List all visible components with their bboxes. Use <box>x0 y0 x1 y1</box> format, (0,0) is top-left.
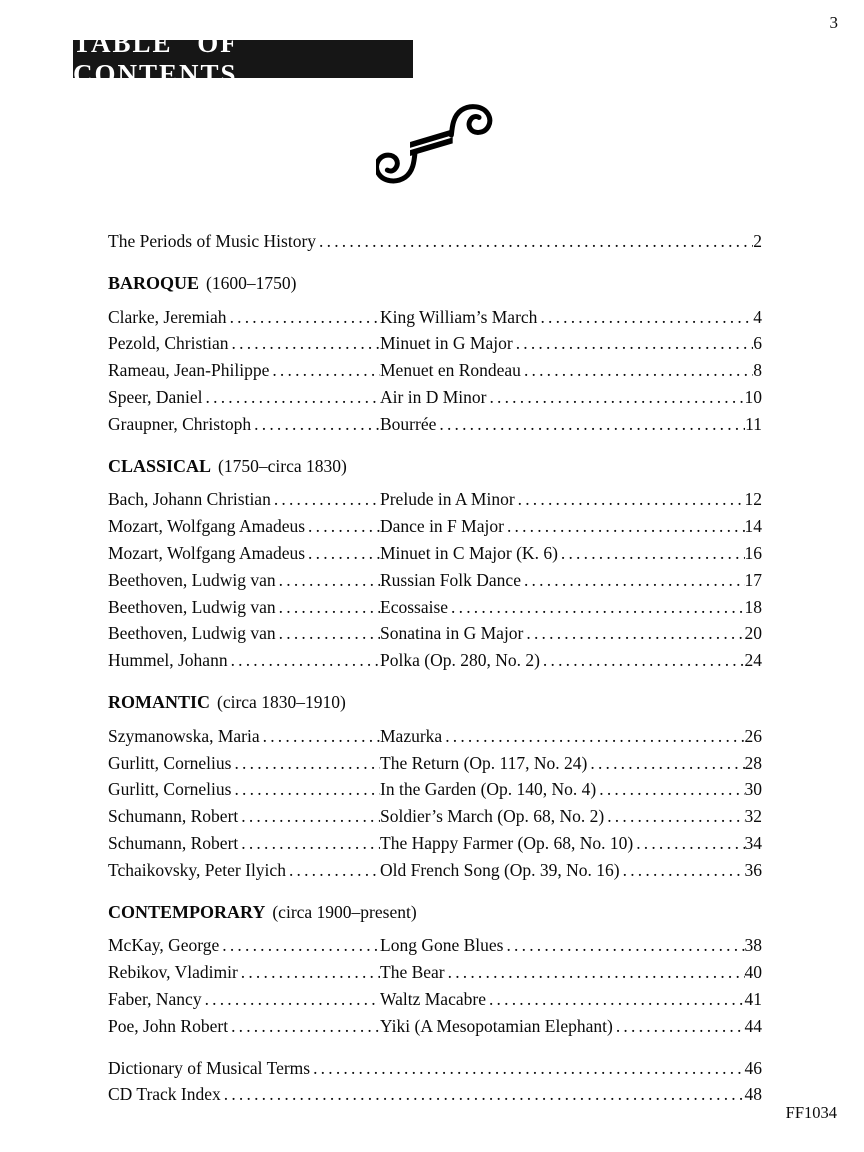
toc-row <box>108 1081 762 1108</box>
toc-entry <box>108 304 762 331</box>
dot-leader <box>276 594 380 621</box>
toc-entry <box>108 567 762 594</box>
toc-row-page: 2 <box>753 231 762 251</box>
piece-title: Sonatina in G Major <box>380 623 524 644</box>
composer-name: Gurlitt, Cornelius <box>108 779 232 800</box>
entry-page-number: 41 <box>744 988 762 1009</box>
dot-leader <box>231 750 380 777</box>
piece-title: Waltz Macabre <box>380 988 486 1009</box>
entry-page-number: 40 <box>744 962 762 983</box>
entry-page-number: 4 <box>753 306 762 327</box>
toc-entry <box>108 330 762 357</box>
section-name: CLASSICAL <box>108 455 212 476</box>
dot-leader <box>238 803 380 830</box>
toc-entry <box>108 384 762 411</box>
dot-leader <box>271 486 380 513</box>
composer-name: Poe, John Robert <box>108 1015 229 1036</box>
dot-leader <box>316 228 753 255</box>
dot-leader <box>537 304 753 331</box>
dot-leader <box>310 1055 744 1082</box>
dot-leader <box>228 1013 380 1040</box>
dot-leader <box>219 932 380 959</box>
section-dates: (circa 1830–1910) <box>217 691 346 712</box>
composer-name: Szymanowska, Maria <box>108 725 260 746</box>
entry-page-number: 28 <box>744 752 762 773</box>
dot-leader <box>521 357 753 384</box>
dot-leader <box>238 959 380 986</box>
composer-name: Mozart, Wolfgang Amadeus <box>108 542 306 563</box>
dot-leader <box>633 830 744 857</box>
toc-entry <box>108 750 762 777</box>
piece-title: Bourrée <box>380 413 437 434</box>
dot-leader <box>251 411 380 438</box>
composer-name: Clarke, Jeremiah <box>108 306 227 327</box>
entry-page-number: 38 <box>744 935 762 956</box>
dot-leader <box>486 384 744 411</box>
entry-page-number: 16 <box>744 542 762 563</box>
dot-leader <box>231 776 380 803</box>
dot-leader <box>276 620 380 647</box>
piece-title: King William’s March <box>380 306 538 327</box>
piece-title: Prelude in A Minor <box>380 489 515 510</box>
catalog-code: FF1034 <box>785 1103 837 1122</box>
composer-name: Rebikov, Vladimir <box>108 962 238 983</box>
toc-entry <box>108 932 762 959</box>
entry-page-number: 44 <box>744 1015 762 1036</box>
toc-entry <box>108 723 762 750</box>
piece-title: In the Garden (Op. 140, No. 4) <box>380 779 597 800</box>
dot-leader <box>436 411 745 438</box>
entry-page-number: 11 <box>745 413 762 434</box>
section-dates: (1600–1750) <box>206 272 297 293</box>
entry-page-number: 20 <box>744 623 762 644</box>
piece-title: Menuet en Rondeau <box>380 360 521 381</box>
dot-leader <box>442 723 744 750</box>
dot-leader <box>515 486 745 513</box>
dot-leader <box>228 647 380 674</box>
entry-page-number: 24 <box>744 650 762 671</box>
dot-leader <box>540 647 745 674</box>
dot-leader <box>503 932 744 959</box>
piece-title: Long Gone Blues <box>380 935 504 956</box>
dot-leader <box>620 857 745 884</box>
toc-entry <box>108 594 762 621</box>
toc-entry <box>108 776 762 803</box>
piece-title: Polka (Op. 280, No. 2) <box>380 650 540 671</box>
toc-list <box>108 228 762 1108</box>
toc-entry <box>108 986 762 1013</box>
piece-title: Minuet in C Major (K. 6) <box>380 542 558 563</box>
piece-title: Ecossaise <box>380 596 449 617</box>
entry-page-number: 14 <box>744 516 762 537</box>
entry-page-number: 8 <box>753 360 762 381</box>
piece-title: Dance in F Major <box>380 516 504 537</box>
entry-page-number: 26 <box>744 725 762 746</box>
composer-name: Faber, Nancy <box>108 988 202 1009</box>
dot-leader <box>238 830 380 857</box>
title-banner <box>73 28 413 89</box>
composer-name: Hummel, Johann <box>108 650 228 671</box>
dot-leader <box>504 513 745 540</box>
piece-title: The Return (Op. 117, No. 24) <box>380 752 588 773</box>
toc-entry <box>108 647 762 674</box>
entry-page-number: 10 <box>744 386 762 407</box>
section-header <box>108 453 762 480</box>
composer-name: McKay, George <box>108 935 220 956</box>
dot-leader <box>513 330 754 357</box>
toc-entry <box>108 803 762 830</box>
toc-entry <box>108 620 762 647</box>
entry-page-number: 17 <box>744 569 762 590</box>
dot-leader <box>305 540 380 567</box>
toc-entry <box>108 486 762 513</box>
page-title: TABLE OF CONTENTS <box>73 28 238 89</box>
composer-name: Beethoven, Ludwig van <box>108 623 276 644</box>
dot-leader <box>203 384 380 411</box>
dot-leader <box>221 1081 745 1108</box>
section-header <box>108 899 762 926</box>
piece-title: The Bear <box>380 962 445 983</box>
section-dates: (1750–circa 1830) <box>218 455 347 476</box>
composer-name: Pezold, Christian <box>108 333 229 354</box>
composer-name: Graupner, Christoph <box>108 413 252 434</box>
entry-page-number: 36 <box>744 859 762 880</box>
section-name: ROMANTIC <box>108 691 210 712</box>
toc-row-page: 48 <box>744 1084 762 1105</box>
composer-name: Tchaikovsky, Peter Ilyich <box>108 859 286 880</box>
section-header <box>108 689 762 716</box>
toc-entry <box>108 830 762 857</box>
piece-title: Old French Song (Op. 39, No. 16) <box>380 859 620 880</box>
dot-leader <box>227 304 380 331</box>
dot-leader <box>596 776 744 803</box>
composer-name: Speer, Daniel <box>108 386 203 407</box>
entry-page-number: 32 <box>744 806 762 827</box>
toc-row-page: 46 <box>744 1057 762 1078</box>
toc-entry <box>108 1013 762 1040</box>
toc-entry <box>108 959 762 986</box>
composer-name: Beethoven, Ludwig van <box>108 569 276 590</box>
dot-leader <box>613 1013 745 1040</box>
dot-leader <box>305 513 380 540</box>
dot-leader <box>269 357 380 384</box>
dot-leader <box>202 986 380 1013</box>
piece-title: Soldier’s March (Op. 68, No. 2) <box>380 806 605 827</box>
piece-title: Russian Folk Dance <box>380 569 521 590</box>
toc-entry <box>108 357 762 384</box>
composer-name: Mozart, Wolfgang Amadeus <box>108 516 306 537</box>
toc-row-label: Dictionary of Musical Terms <box>108 1057 311 1078</box>
composer-name: Gurlitt, Cornelius <box>108 752 232 773</box>
entry-page-number: 18 <box>744 596 762 617</box>
page-number: 3 <box>829 13 838 32</box>
toc-row <box>108 228 762 255</box>
section-header <box>108 270 762 297</box>
piece-title: Minuet in G Major <box>380 333 513 354</box>
toc-entry <box>108 411 762 438</box>
toc-entry <box>108 513 762 540</box>
dot-leader <box>276 567 380 594</box>
dot-leader <box>229 330 380 357</box>
composer-name: Beethoven, Ludwig van <box>108 596 276 617</box>
section-name: CONTEMPORARY <box>108 901 266 922</box>
entry-page-number: 30 <box>744 779 762 800</box>
entry-page-number: 12 <box>744 489 762 510</box>
section-dates: (circa 1900–present) <box>272 901 417 922</box>
section-name: BAROQUE <box>108 272 200 293</box>
dot-leader <box>448 594 744 621</box>
toc-entry <box>108 540 762 567</box>
dot-leader <box>486 986 745 1013</box>
composer-name: Bach, Johann Christian <box>108 489 271 510</box>
dot-leader <box>523 620 744 647</box>
flourish-ornament-icon <box>376 94 494 204</box>
dot-leader <box>286 857 380 884</box>
composer-name: Rameau, Jean-Philippe <box>108 360 270 381</box>
toc-entry <box>108 857 762 884</box>
dot-leader <box>558 540 745 567</box>
toc-row <box>108 1055 762 1082</box>
dot-leader <box>445 959 745 986</box>
dot-leader <box>260 723 380 750</box>
entry-page-number: 34 <box>744 832 762 853</box>
dot-leader <box>587 750 744 777</box>
piece-title: Yiki (A Mesopotamian Elephant) <box>380 1015 613 1036</box>
composer-name: Schumann, Robert <box>108 806 239 827</box>
piece-title: Mazurka <box>380 725 443 746</box>
toc-row-label: The Periods of Music History <box>108 231 317 251</box>
piece-title: Air in D Minor <box>380 386 487 407</box>
entry-page-number: 6 <box>753 333 762 354</box>
composer-name: Schumann, Robert <box>108 832 239 853</box>
dot-leader <box>521 567 745 594</box>
toc-row-label: CD Track Index <box>108 1084 221 1105</box>
dot-leader <box>604 803 744 830</box>
piece-title: The Happy Farmer (Op. 68, No. 10) <box>380 832 634 853</box>
